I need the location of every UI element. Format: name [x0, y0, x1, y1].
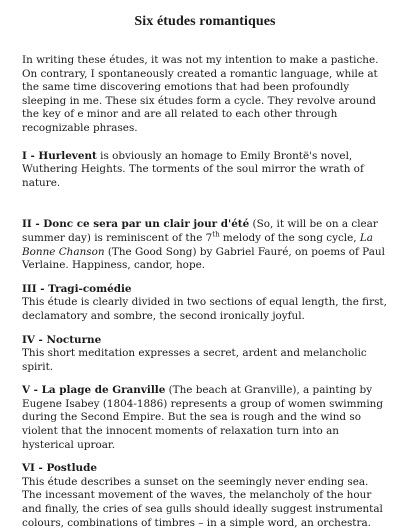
- section-6-body: This étude describes a sunset on the seemingly never ending sea. The incessant movement of the waves, the melancholy of the hour and finally, the cries of sea gulls should ideally suggest instrumental colours, combinations of timbres – in a simple word, an orchestra.: [22, 475, 383, 529]
- section-3: [22, 283, 388, 324]
- section-4: [22, 334, 388, 375]
- section-1-heading: I - Hurlevent: [22, 149, 97, 162]
- section-2-body-b: melody of the song cycle,: [219, 231, 360, 244]
- section-2-superscript: th: [212, 230, 220, 239]
- section-2-body-c: (The Good Song) by Gabriel Fauré, on poems of Paul Verlaine. Happiness, candor, hope.: [22, 245, 385, 272]
- section-5: [22, 384, 388, 452]
- section-5-paragraph: [22, 384, 388, 452]
- section-3-body: This étude is clearly divided in two sections of equal length, the first, declamatory and sombre, the second ironically joyful.: [22, 296, 387, 322]
- section-6: [22, 462, 388, 530]
- page-title: Six études romantiques: [134, 14, 276, 29]
- section-2-italic-title: La Bonne Chanson: [22, 231, 373, 258]
- section-4-heading: IV - Nocturne: [22, 333, 102, 346]
- section-2-paragraph: [22, 218, 388, 272]
- section-3-heading: III - Tragi-comédie: [22, 282, 132, 295]
- section-2-body-a: (So, it will be on a clear summer day) is reminiscent of the 7: [22, 218, 378, 244]
- section-1-paragraph: [22, 150, 388, 191]
- section-5-heading: V - La plage de Granville: [22, 384, 166, 397]
- section-4-body: This short meditation expresses a secret, ardent and melancholic spirit.: [22, 347, 367, 373]
- section-5-body: (The beach at Granville), a painting by Eugene Isabey (1804-1886) represents a group of women swimming during the Second Empire. But the sea is rough and the wind so violent that the innocent moments of relaxation turn into an hysterical uproar.: [22, 384, 383, 451]
- section-1-body: is obviously an homage to Emily Brontë's novel, Wuthering Heights. The torments of the soul mirror the wrath of nature.: [22, 149, 364, 189]
- section-2-heading: II - Donc ce sera par un clair jour d'été: [22, 218, 250, 231]
- section-6-heading: VI - Postlude: [22, 462, 97, 475]
- section-2: [22, 218, 388, 272]
- intro-paragraph: In writing these études, it was not my intention to make a pastiche. On contrary, I spontaneously created a romantic language, while at the same time discovering emotions that had been profoundly sleeping in me. These six études form a cycle. They revolve around the key of e minor and are all related to each other through recognizable phrases.: [22, 54, 379, 134]
- section-1: [22, 150, 388, 191]
